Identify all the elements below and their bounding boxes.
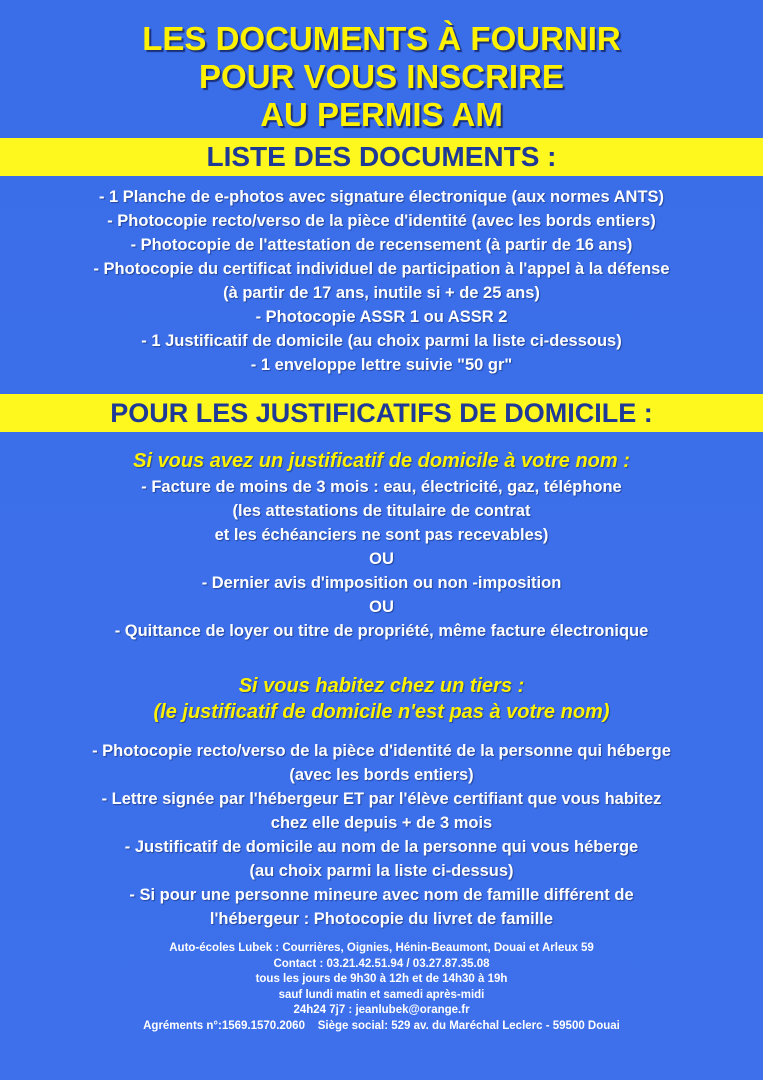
documents-heading-band [0, 138, 763, 176]
third-party-subtitle [0, 673, 763, 725]
justificatifs-heading: POUR LES JUSTIFICATIFS DE DOMICILE : [110, 398, 653, 428]
list-item: - Justificatif de domicile au nom de la personne qui vous héberge [124, 838, 639, 856]
list-item: - Photocopie de l'attestation de recensement (à partir de 16 ans) [130, 236, 633, 254]
list-item: et les échéanciers ne sont pas recevables) [214, 526, 549, 544]
page-title-line-1: LES DOCUMENTS À FOURNIR [142, 20, 621, 57]
list-item: OU [369, 598, 394, 616]
page-title-line-3: AU PERMIS AM [260, 96, 503, 133]
list-item: l'hébergeur : Photocopie du livret de famille [209, 910, 554, 928]
list-item: - 1 Justificatif de domicile (au choix parmi la liste ci-dessous) [141, 332, 622, 350]
third-party-subtitle-line-1: Si vous habitez chez un tiers : [238, 675, 525, 697]
footer-line: Agréments n°:1569.1570.2060 Siège social: 529 av. du Maréchal Leclerc - 59500 Douai [143, 1019, 620, 1032]
list-item: - 1 enveloppe lettre suivie "50 gr" [250, 356, 513, 374]
footer-line: Auto-écoles Lubek : Courrières, Oignies, Hénin-Beaumont, Douai et Arleux 59 [169, 942, 594, 954]
list-item: - Photocopie du certificat individuel de participation à l'appel à la défense [93, 260, 670, 278]
list-item: - Dernier avis d'imposition ou non -imposition [201, 574, 562, 592]
list-item: (avec les bords entiers) [289, 766, 474, 784]
own-name-list [0, 475, 763, 643]
footer-line: 24h24 7j7 : jeanlubek@orange.fr [293, 1004, 470, 1016]
documents-heading: LISTE DES DOCUMENTS : [206, 141, 557, 172]
footer-line: Contact : 03.21.42.51.94 / 03.27.87.35.08 [273, 957, 490, 970]
third-party-subtitle-line-2: (le justificatif de domicile n'est pas à votre nom) [153, 701, 610, 723]
justificatifs-heading-band [0, 394, 763, 432]
list-item: - Quittance de loyer ou titre de propriété, même facture électronique [114, 622, 649, 640]
list-item: (au choix parmi la liste ci-dessus) [249, 862, 514, 880]
list-item: - Facture de moins de 3 mois : eau, électricité, gaz, téléphone [141, 478, 622, 496]
page-title-line-2: POUR VOUS INSCRIRE [199, 58, 564, 95]
footer-contact [0, 941, 763, 1034]
footer-line: tous les jours de 9h30 à 12h et de 14h30 à 19h [255, 973, 508, 985]
list-item: - Photocopie recto/verso de la pièce d'identité de la personne qui héberge [92, 742, 671, 760]
list-item: - Si pour une personne mineure avec nom de famille différent de [129, 886, 634, 904]
documents-list [0, 185, 763, 377]
list-item: OU [369, 550, 394, 568]
list-item: - 1 Planche de e-photos avec signature électronique (aux normes ANTS) [98, 188, 665, 206]
list-item: - Lettre signée par l'hébergeur ET par l'élève certifiant que vous habitez [101, 790, 662, 808]
list-item: - Photocopie recto/verso de la pièce d'identité (avec les bords entiers) [107, 212, 656, 230]
list-item: chez elle depuis + de 3 mois [270, 814, 493, 832]
list-item: (à partir de 17 ans, inutile si + de 25 ans) [223, 284, 540, 302]
list-item: - Photocopie ASSR 1 ou ASSR 2 [255, 308, 508, 326]
list-item: (les attestations de titulaire de contrat [232, 502, 531, 520]
footer-line: sauf lundi matin et samedi après-midi [278, 988, 485, 1001]
page-title [0, 20, 763, 134]
third-party-list [0, 739, 763, 931]
own-name-subtitle: Si vous avez un justificatif de domicile à votre nom : [133, 450, 630, 472]
